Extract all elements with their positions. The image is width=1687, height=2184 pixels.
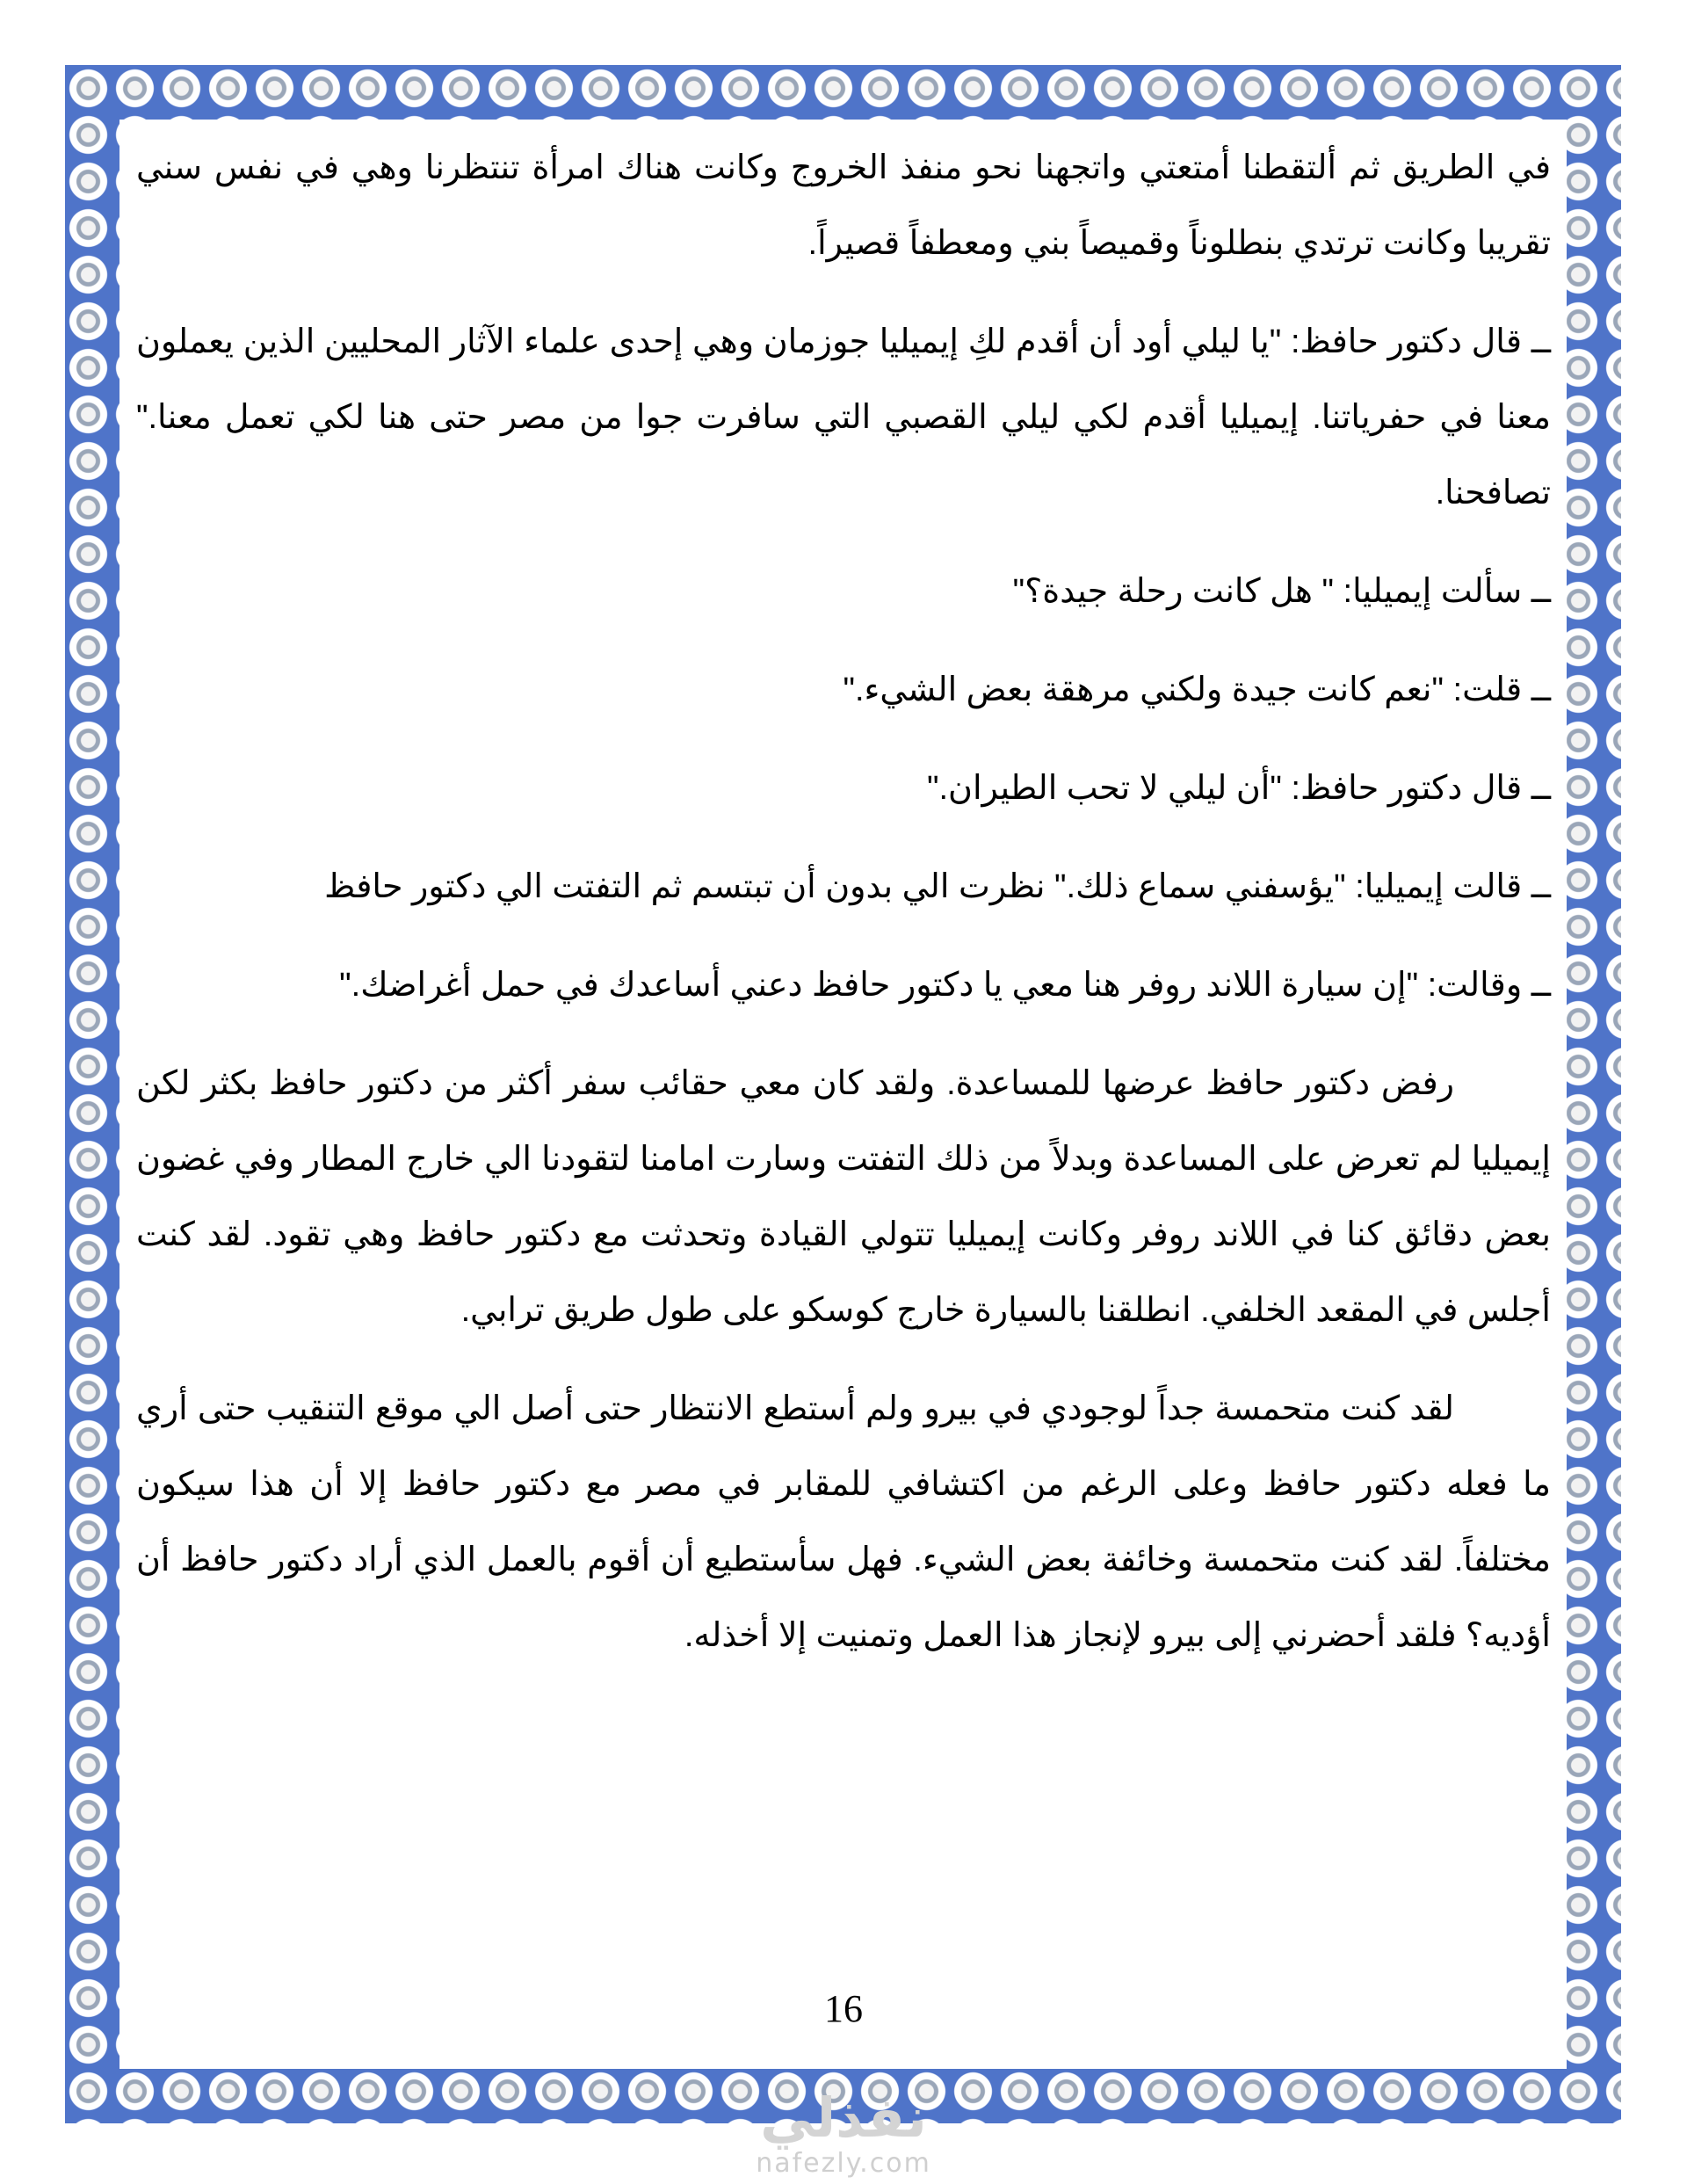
dialogue-line: ــ سألت إيميليا: " هل كانت رحلة جيدة؟" — [1012, 573, 1551, 610]
watermark — [0, 2087, 1687, 2179]
dialogue-line: ــ قال دكتور حافظ: "يا ليلي أود أن أقدم لكِ إيميليا جوزمان وهي إحدى علماء الآثار المحليين الذين يعملون معنا في حفرياتنا. إيميليا أقدم لكي ليلي القصبي التي سافرت جوا من مصر حتى هنا لكي تعمل معنا." تصافحنا. — [136, 323, 1551, 512]
watermark-logo: نفذلي — [760, 2086, 927, 2150]
narrative-paragraph: لقد كنت متحمسة جداً لوجودي في بيرو ولم أستطع الانتظار حتى أصل الي موقع التنقيب حتى أري ما فعله دكتور حافظ وعلى الرغم من اكتشافي للمقابر في مصر مع دكتور حافظ إلا أن هذا سيكون مختلفاً. لقد كنت متحمسة وخائفة بعض الشيء. فهل سأستطيع أن أقوم بالعمل الذي أراد دكتور حافظ أن أؤديه؟ فلقد أحضرني إلى بيرو لإنجاز هذا العمل وتمنيت إلا أخذله. — [136, 1390, 1551, 1654]
story-text — [136, 130, 1551, 1696]
paragraph-intro: في الطريق ثم ألتقطنا أمتعتي واتجهنا نحو منفذ الخروج وكانت هناك امرأة تنتظرنا وهي في نفس سني تقريبا وكانت ترتدي بنطلوناً وقميصاً بني ومعطفاً قصيراً. — [136, 149, 1551, 262]
dialogue-line: ــ قلت: "نعم كانت جيدة ولكني مرهقة بعض الشيء." — [843, 671, 1551, 708]
narrative-paragraph: رفض دكتور حافظ عرضها للمساعدة. ولقد كان معي حقائب سفر أكثر من دكتور حافظ بكثر لكن إيميليا لم تعرض على المساعدة وبدلاً من ذلك التفتت وسارت امامنا لتقودنا الي خارج المطار وفي غضون بعض دقائق كنا في اللاند روفر وكانت إيميليا تتولي القيادة وتحدثت مع دكتور حافظ وهي تقود. لقد كنت أجلس في المقعد الخلفي. انطلقنا بالسيارة خارج كوسكو على طول طريق ترابي. — [136, 1065, 1551, 1329]
dialogue-line: ــ وقالت: "إن سيارة اللاند روفر هنا معي يا دكتور حافظ دعني أساعدك في حمل أغراضك." — [339, 967, 1551, 1004]
watermark-domain: nafezly.com — [756, 2148, 931, 2179]
page-number: 16 — [824, 1987, 863, 2030]
dialogue-line: ــ قالت إيميليا: "يؤسفني سماع ذلك." نظرت الي بدون أن تبتسم ثم التفتت الي دكتور حافظ — [324, 868, 1551, 905]
dialogue-line: ــ قال دكتور حافظ: "أن ليلي لا تحب الطيران." — [927, 770, 1551, 807]
